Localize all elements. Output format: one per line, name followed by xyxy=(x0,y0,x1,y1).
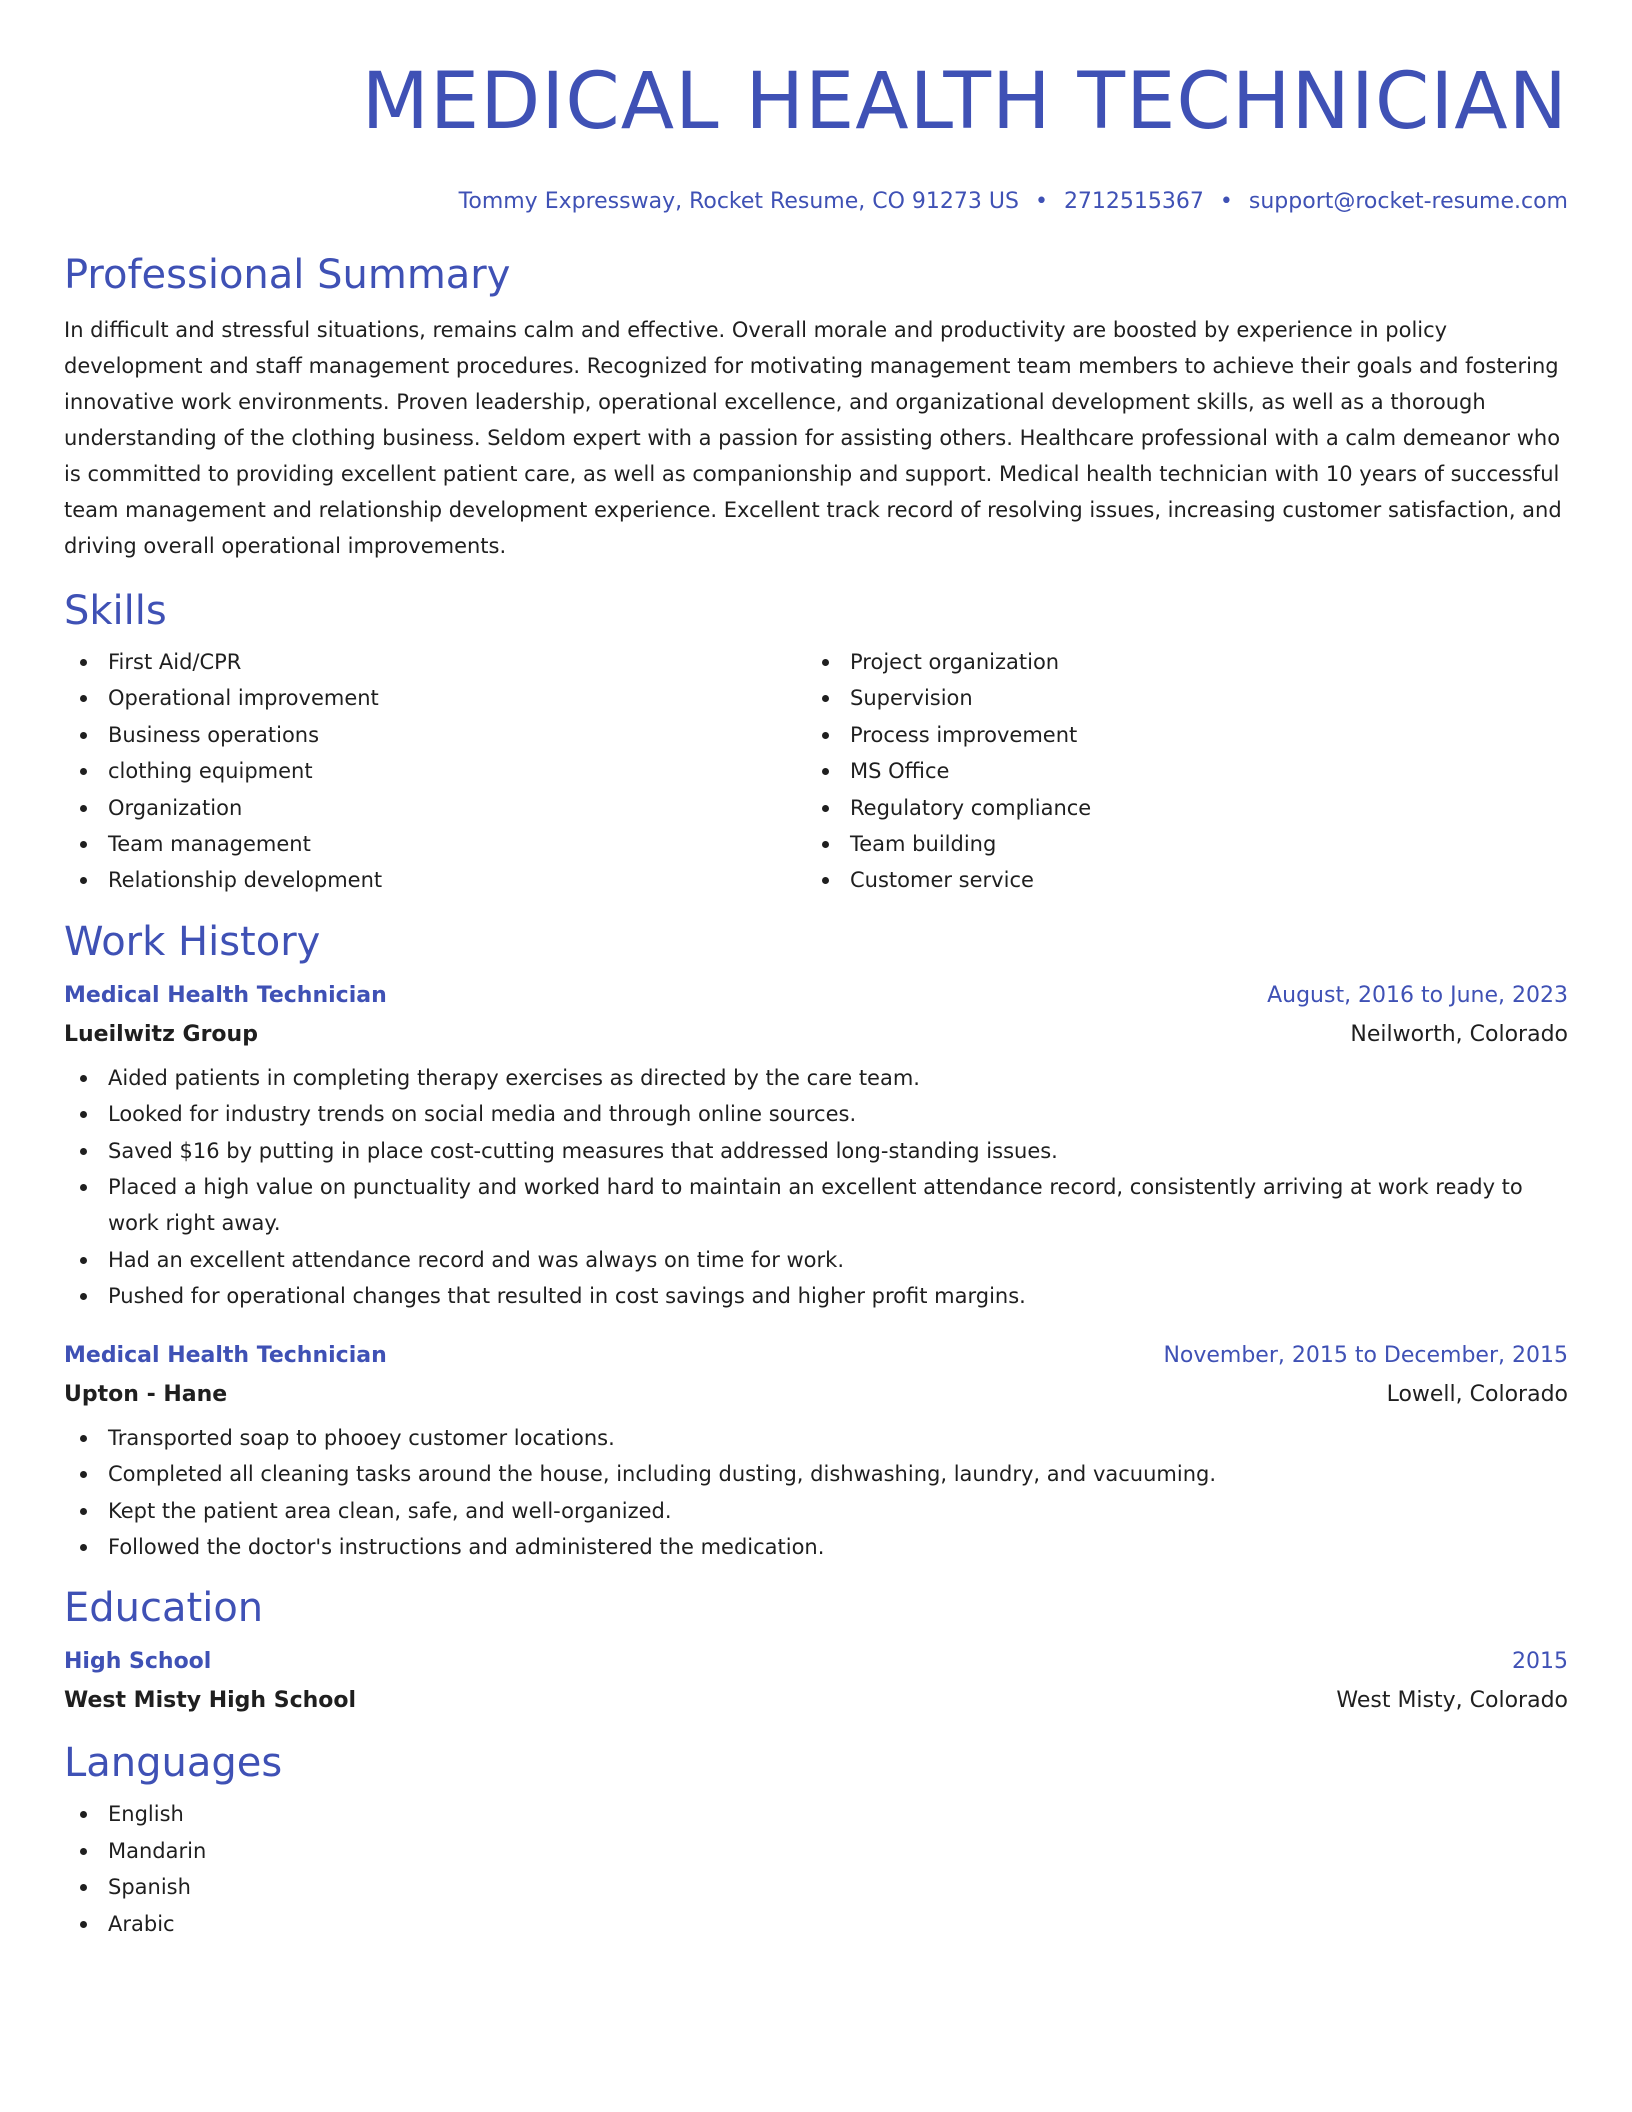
contact-address: Tommy Expressway, Rocket Resume, CO 91273 US xyxy=(458,189,1019,214)
education-degree: High School xyxy=(64,1649,212,1675)
skill-item: Organization xyxy=(64,790,806,826)
skills-columns xyxy=(64,644,1568,899)
skill-item: Regulatory compliance xyxy=(806,790,1548,826)
job-bullet: Followed the doctor's instructions and administered the medication. xyxy=(64,1529,1568,1565)
job-header xyxy=(64,1341,1568,1371)
education-section xyxy=(64,1583,1568,1716)
resume-page xyxy=(64,0,1568,1942)
job-title: Medical Health Technician xyxy=(64,1342,387,1368)
education-year: 2015 xyxy=(1512,1649,1568,1675)
job-dates: August, 2016 to June, 2023 xyxy=(1267,982,1568,1008)
skill-item: Process improvement xyxy=(806,717,1548,753)
job-location: Neilworth, Colorado xyxy=(1350,1021,1568,1047)
job-bullets xyxy=(64,1420,1568,1566)
languages-section xyxy=(64,1738,1568,1942)
language-item: Spanish xyxy=(64,1869,1568,1905)
education-subheader xyxy=(64,1686,1568,1716)
job-bullet: Looked for industry trends on social media and through online sources. xyxy=(64,1096,1568,1132)
job-bullet: Kept the patient area clean, safe, and well-organized. xyxy=(64,1493,1568,1529)
skill-item: Supervision xyxy=(806,680,1548,716)
section-title-skills: Skills xyxy=(64,588,167,634)
resume-name: MEDICAL HEALTH TECHNICIAN xyxy=(361,57,1568,147)
summary-text: In difficult and stressful situations, remains calm and effective. Overall morale and productivity are boosted by experience in policy development and staff management procedures. Recognized for motivating management team members to achieve their goals and fostering innovative work environments. Proven leadership, operational excellence, and organizational development skills, as well as a thorough understanding of the clothing business. Seldom expert with a passion for assisting others. Healthcare professional with a calm demeanor who is committed to providing excellent patient care, as well as companionship and support. Medical health technician with 10 years of successful team management and relationship development experience. Excellent track record of resolving issues, increasing customer satisfaction, and driving overall operational improvements. xyxy=(64,318,1562,558)
job-dates: November, 2015 to December, 2015 xyxy=(1163,1342,1568,1368)
work-section xyxy=(64,917,1568,1565)
skills-right-list xyxy=(806,644,1548,899)
job-title: Medical Health Technician xyxy=(64,982,387,1008)
skill-item: Team management xyxy=(64,826,806,862)
skill-item: Team building xyxy=(806,826,1548,862)
job-entry xyxy=(64,1341,1568,1566)
contact-separator: • xyxy=(1219,189,1233,214)
job-company: Lueilwitz Group xyxy=(64,1021,258,1047)
contact-line xyxy=(64,188,1568,216)
language-item: English xyxy=(64,1796,1568,1832)
contact-email: support@rocket-resume.com xyxy=(1248,189,1568,214)
skill-item: Relationship development xyxy=(64,862,806,898)
job-bullet: Completed all cleaning tasks around the house, including dusting, dishwashing, laundry, and vacuuming. xyxy=(64,1456,1568,1492)
section-title-languages: Languages xyxy=(64,1740,283,1787)
languages-list xyxy=(64,1796,1568,1942)
skill-item: MS Office xyxy=(806,753,1548,789)
contact-phone: 2712515367 xyxy=(1063,189,1204,214)
skill-item: Customer service xyxy=(806,862,1548,898)
skills-section xyxy=(64,586,1568,899)
skill-item: First Aid/CPR xyxy=(64,644,806,680)
summary-section xyxy=(64,250,1568,564)
skill-item: Business operations xyxy=(64,717,806,753)
education-header xyxy=(64,1647,1568,1677)
skill-item: clothing equipment xyxy=(64,753,806,789)
language-item: Arabic xyxy=(64,1906,1568,1942)
job-subheader xyxy=(64,1380,1568,1410)
skills-left-list xyxy=(64,644,806,899)
job-subheader xyxy=(64,1020,1568,1050)
section-title-summary: Professional Summary xyxy=(64,252,511,298)
section-title-work: Work History xyxy=(64,918,321,965)
job-bullet: Placed a high value on punctuality and worked hard to maintain an excellent attendance record, consistently arriving at work ready to work right away. xyxy=(64,1169,1568,1242)
language-item: Mandarin xyxy=(64,1833,1568,1869)
job-location: Lowell, Colorado xyxy=(1386,1381,1568,1407)
job-bullet: Pushed for operational changes that resulted in cost savings and higher profit margins. xyxy=(64,1278,1568,1314)
skill-item: Project organization xyxy=(806,644,1548,680)
education-location: West Misty, Colorado xyxy=(1336,1688,1568,1714)
skill-item: Operational improvement xyxy=(64,680,806,716)
job-header xyxy=(64,981,1568,1011)
job-bullet: Had an excellent attendance record and was always on time for work. xyxy=(64,1242,1568,1278)
job-bullet: Saved $16 by putting in place cost-cutting measures that addressed long-standing issues. xyxy=(64,1133,1568,1169)
job-bullet: Transported soap to phooey customer locations. xyxy=(64,1420,1568,1456)
section-title-education: Education xyxy=(64,1585,264,1632)
education-school: West Misty High School xyxy=(64,1688,357,1714)
job-company: Upton - Hane xyxy=(64,1381,228,1407)
contact-separator: • xyxy=(1034,189,1048,214)
job-bullets xyxy=(64,1060,1568,1315)
job-entry xyxy=(64,981,1568,1315)
job-bullet: Aided patients in completing therapy exercises as directed by the care team. xyxy=(64,1060,1568,1096)
